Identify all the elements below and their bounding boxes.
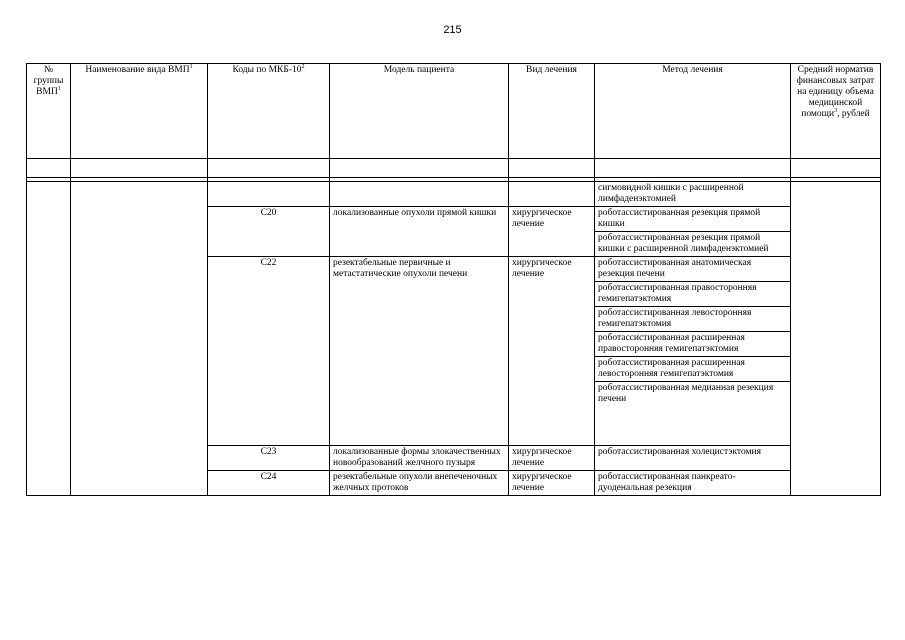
code-cell: C24 (208, 471, 330, 496)
code-cell: C22 (208, 257, 330, 446)
code-cell: C20 (208, 207, 330, 257)
method-cell: роботассистированная холецистэктомия (595, 446, 791, 471)
header-name: Наименование вида ВМП$^1$ (71, 64, 208, 159)
header-method: Метод лечения (595, 64, 791, 159)
header-cost: Средний норматив финансовых затрат на единицу объема медицинской помощи$^3$, рублей (791, 64, 881, 159)
header-codes: Коды по МКБ-$10^2$ (208, 64, 330, 159)
method-cell: роботассистированная расширенная левосторонняя гемигепатэктомия (595, 357, 791, 382)
vmp-table (26, 63, 881, 496)
model-cell: резектабельные опухоли внепеченочных желчных протоков (330, 471, 509, 496)
method-cell: роботассистированная панкреато-дуоденальная резекция (595, 471, 791, 496)
table-row (27, 182, 881, 207)
method-cell: роботассистированная медианная резекция печени (595, 382, 791, 446)
treatment-cell: хирургическое лечение (509, 257, 595, 446)
treatment-cell: хирургическое лечение (509, 446, 595, 471)
page-number: 215 (443, 24, 462, 36)
group-no-cell (27, 182, 71, 496)
method-cell: сигмовидной кишки с расширенной лимфаденэктомией (595, 182, 791, 207)
treatment-cell: хирургическое лечение (509, 471, 595, 496)
treatment-cell (509, 182, 595, 207)
treatment-cell: хирургическое лечение (509, 207, 595, 257)
method-cell: роботассистированная расширенная правосторонняя гемигепатэктомия (595, 332, 791, 357)
method-cell: роботассистированная анатомическая резекция печени (595, 257, 791, 282)
method-cell: роботассистированная резекция прямой кишки (595, 207, 791, 232)
method-cell: роботассистированная резекция прямой кишки с расширенной лимфаденэктомией (595, 232, 791, 257)
name-cell (71, 182, 208, 496)
code-cell: C23 (208, 446, 330, 471)
model-cell: резектабельные первичные и метастатические опухоли печени (330, 257, 509, 446)
header-row (27, 64, 881, 159)
code-cell (208, 182, 330, 207)
header-treatment-type: Вид лечения (509, 64, 595, 159)
model-cell: локализованные формы злокачественных новообразований желчного пузыря (330, 446, 509, 471)
method-cell: роботассистированная правосторонняя гемигепатэктомия (595, 282, 791, 307)
cost-cell (791, 182, 881, 496)
header-model: Модель пациента (330, 64, 509, 159)
header-group-no: № группы ВМП$^1$ (27, 64, 71, 159)
numbering-row (27, 159, 881, 178)
model-cell: локализованные опухоли прямой кишки (330, 207, 509, 257)
method-cell: роботассистированная левосторонняя гемигепатэктомия (595, 307, 791, 332)
model-cell (330, 182, 509, 207)
